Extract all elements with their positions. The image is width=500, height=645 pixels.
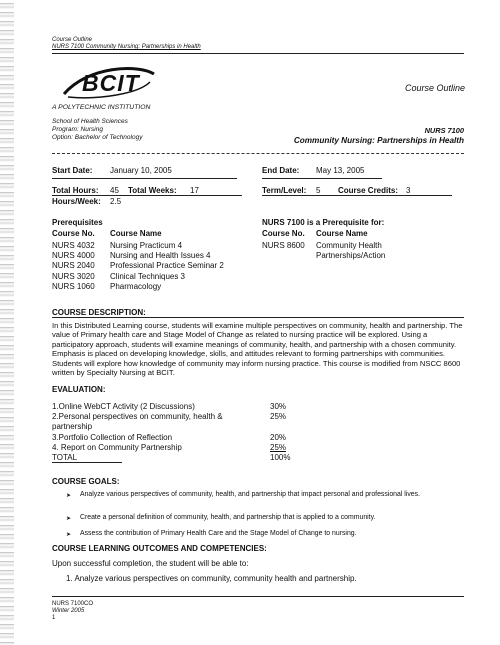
description-rule — [52, 317, 464, 318]
footer-term: Winter 2005 — [52, 608, 85, 614]
arrow-bullet-icon: ➤ — [66, 532, 72, 538]
arrow-bullet-icon: ➤ — [66, 493, 72, 499]
footer-page-number: 1 — [52, 615, 56, 621]
evaluation-row-label: 3.Portfolio Collection of Reflection — [52, 433, 173, 442]
evaluation-row-value: 20% — [270, 433, 287, 442]
outcome-item: 1. Analyze various perspectives on community, community health and partnership. — [66, 574, 357, 583]
prereq-heading: Prerequisites — [52, 218, 103, 227]
goals-heading: COURSE GOALS: — [52, 477, 120, 486]
dates-rule-left — [52, 178, 237, 179]
logo-tagline: A POLYTECHNIC INSTITUTION — [52, 104, 151, 111]
goal-item: Analyze various perspectives of community, health, and partnership that impact personal and professional lives. — [80, 491, 420, 498]
logo-text: BCIT — [82, 70, 140, 96]
header-rule — [52, 53, 464, 54]
term-level-value: 5 — [316, 186, 321, 195]
evaluation-row-label: 2.Personal perspectives on community, health & partnership — [52, 412, 223, 431]
prereq-row-no: NURS 4000 — [52, 251, 95, 260]
total-weeks-value: 17 — [190, 186, 199, 195]
start-date-label: Start Date: — [52, 166, 93, 175]
bcit-logo — [58, 64, 158, 102]
scan-edge-noise — [0, 0, 14, 645]
prereq-row-name: Nursing Practicum 4 — [110, 241, 183, 250]
running-header-title: Course Outline — [52, 37, 93, 43]
hours-rule — [52, 195, 242, 196]
end-date-label: End Date: — [262, 166, 300, 175]
description-heading: COURSE DESCRIPTION: — [52, 308, 146, 317]
program-name: Program: Nursing — [52, 126, 103, 133]
course-title: Community Nursing: Partnerships in Health — [293, 136, 464, 145]
arrow-bullet-icon: ➤ — [66, 516, 72, 522]
outcomes-intro: Upon successful completion, the student will be able to: — [52, 559, 249, 568]
prereq-row-no: NURS 2040 — [52, 261, 95, 270]
total-hours-label: Total Hours: — [52, 186, 99, 195]
school-name: School of Health Sciences — [52, 118, 128, 125]
evaluation-total-value: 100% — [270, 453, 291, 462]
total-hours-value: 45 — [110, 186, 119, 195]
doc-type: Course Outline — [405, 83, 466, 93]
evaluation-total-label: TOTAL — [52, 453, 78, 462]
course-code: NURS 7100 — [424, 126, 464, 135]
term-level-label: Term/Level: — [262, 186, 307, 195]
prereq-row-name: Clinical Techniques 3 — [110, 272, 186, 281]
footer-course: NURS 7100CO — [52, 601, 94, 607]
prereq-for-row-no: NURS 8600 — [262, 241, 305, 250]
goal-item: Assess the contribution of Primary Health Care and the Stage Model of Change to nursing. — [80, 530, 357, 537]
course-credits-value: 3 — [406, 186, 411, 195]
prereq-row-name: Professional Practice Seminar 2 — [110, 261, 224, 270]
evaluation-row-value: 25% — [270, 412, 287, 421]
running-header-course: NURS 7100 Community Nursing: Partnerships in Health — [52, 44, 201, 50]
description-text: In this Distributed Learning course, students will examine multiple perspectives on community, health and partnership. The value of Primary health care and Stage Model of Change as related to nursing practice will be explored. Using a participatory approach, students will examine meanings of community, health, and partnership with a chosen community. Emphasis is placed on developing knowledge, skills, and attitudes relevant to forming partnerships with communities. Students will explore how knowledge of community may inform nursing practice. This course is modified from NSCC 8600 written by Specialty Nursing at BCIT. — [52, 321, 463, 378]
prereq-row-no: NURS 4032 — [52, 241, 95, 250]
start-date-value: January 10, 2005 — [110, 166, 172, 175]
hours-week-value: 2.5 — [110, 197, 122, 206]
prereq-row-name: Pharmacology — [110, 282, 162, 291]
goal-item: Create a personal definition of community, health, and partnership that is applied to a community. — [80, 514, 376, 521]
evaluation-row-label: 1.Online WebCT Activity (2 Discussions) — [52, 402, 195, 411]
prereq-for-col-name: Course Name — [316, 229, 368, 238]
prereq-row-name: Nursing and Health Issues 4 — [110, 251, 211, 260]
dates-rule-right — [262, 178, 382, 179]
total-weeks-label: Total Weeks: — [128, 186, 177, 195]
evaluation-row-label: 4. Report on Community Partnership — [52, 443, 182, 452]
hours-week-label: Hours/Week: — [52, 197, 101, 206]
footer-rule — [52, 596, 464, 597]
title-rule — [52, 153, 464, 154]
evaluation-row-value: 25% — [270, 443, 287, 452]
prereq-row-no: NURS 3020 — [52, 272, 95, 281]
evaluation-row-value: 30% — [270, 402, 287, 411]
end-date-value: May 13, 2005 — [316, 166, 365, 175]
prereq-row-no: NURS 1060 — [52, 282, 95, 291]
course-credits-label: Course Credits: — [338, 186, 399, 195]
prereq-for-row-name-cont: Partnerships/Action — [316, 251, 386, 260]
evaluation-total-rule — [52, 462, 122, 463]
outcomes-heading: COURSE LEARNING OUTCOMES AND COMPETENCIES: — [52, 544, 267, 553]
term-rule — [262, 195, 452, 196]
prereq-col-no: Course No. — [52, 229, 95, 238]
prereq-for-heading: NURS 7100 is a Prerequisite for: — [262, 218, 385, 227]
prereq-for-row-name: Community Health — [316, 241, 382, 250]
prereq-for-col-no: Course No. — [262, 229, 305, 238]
evaluation-heading: EVALUATION: — [52, 385, 106, 394]
option-name: Option: Bachelor of Technology — [52, 134, 143, 141]
prereq-col-name: Course Name — [110, 229, 162, 238]
